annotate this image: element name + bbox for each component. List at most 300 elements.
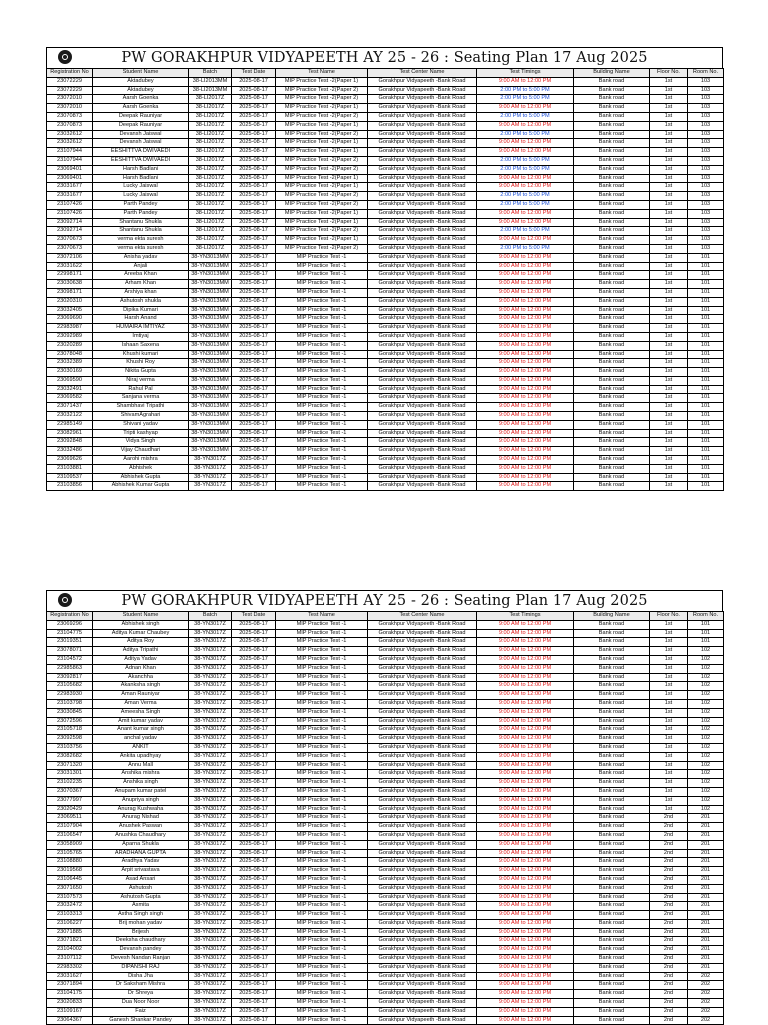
building-name: Bank road (574, 315, 650, 324)
registration-no: 23103313 (47, 911, 93, 920)
registration-no: 23070673 (47, 236, 93, 245)
student-name: ShivamAgrahari (93, 412, 189, 421)
floor-no: 1st (650, 464, 688, 473)
building-name: Bank road (574, 858, 650, 867)
floor-no: 1st (650, 412, 688, 421)
column-header: Student Name (93, 612, 189, 621)
test-timings: 9:00 AM to 12:00 PM (477, 972, 574, 981)
test-date: 2025-08-17 (232, 288, 276, 297)
registration-no: 23107944 (47, 156, 93, 165)
student-name: Dr Saksham Mishra (93, 981, 189, 990)
test-center-name: Gorakhpur Vidyapeeth -Bank Road (368, 770, 477, 779)
student-name: Adnan Khan (93, 664, 189, 673)
student-name: Abhishek Gupta (93, 473, 189, 482)
registration-no: 23020289 (47, 341, 93, 350)
floor-no: 2nd (650, 1007, 688, 1016)
building-name: Bank road (574, 691, 650, 700)
test-center-name: Gorakhpur Vidyapeeth -Bank Road (368, 779, 477, 788)
building-name: Bank road (574, 236, 650, 245)
test-timings: 2:00 PM to 5:00 PM (477, 156, 574, 165)
test-timings: 9:00 AM to 12:00 PM (477, 858, 574, 867)
test-timings: 9:00 AM to 12:00 PM (477, 735, 574, 744)
test-date: 2025-08-17 (232, 385, 276, 394)
batch: 38-YN3013MM (189, 429, 232, 438)
table-row (47, 717, 724, 726)
test-center-name: Gorakhpur Vidyapeeth -Bank Road (368, 981, 477, 990)
building-name: Bank road (574, 209, 650, 218)
table-row (47, 403, 724, 412)
test-name: MIP Practice Test -2(Paper 1) (276, 77, 368, 86)
test-center-name: Gorakhpur Vidyapeeth -Bank Road (368, 638, 477, 647)
table-row (47, 787, 724, 796)
table-row (47, 121, 724, 130)
test-center-name: Gorakhpur Vidyapeeth -Bank Road (368, 473, 477, 482)
student-name: Ankita upadhyay (93, 752, 189, 761)
test-date: 2025-08-17 (232, 884, 276, 893)
student-name: Annu Mall (93, 761, 189, 770)
building-name: Bank road (574, 192, 650, 201)
floor-no: 2nd (650, 946, 688, 955)
room-no: 201 (688, 902, 724, 911)
test-center-name: Gorakhpur Vidyapeeth -Bank Road (368, 673, 477, 682)
building-name: Bank road (574, 438, 650, 447)
table-row (47, 385, 724, 394)
building-name: Bank road (574, 972, 650, 981)
room-no: 101 (688, 412, 724, 421)
student-name: Aarohi mishra (93, 456, 189, 465)
test-center-name: Gorakhpur Vidyapeeth -Bank Road (368, 682, 477, 691)
test-date: 2025-08-17 (232, 937, 276, 946)
floor-no: 1st (650, 209, 688, 218)
floor-no: 1st (650, 482, 688, 491)
batch: 38-YN3013MM (189, 315, 232, 324)
table-row (47, 884, 724, 893)
test-date: 2025-08-17 (232, 911, 276, 920)
test-date: 2025-08-17 (232, 148, 276, 157)
student-name: Arshiya khan (93, 288, 189, 297)
student-name: Aktadubey (93, 86, 189, 95)
building-name: Bank road (574, 761, 650, 770)
building-name: Bank road (574, 946, 650, 955)
test-timings: 9:00 AM to 12:00 PM (477, 174, 574, 183)
registration-no: 23071320 (47, 761, 93, 770)
batch: 38-YN3013MM (189, 368, 232, 377)
student-name: Imtiyaj (93, 332, 189, 341)
registration-no: 23092848 (47, 438, 93, 447)
floor-no: 2nd (650, 823, 688, 832)
test-date: 2025-08-17 (232, 183, 276, 192)
floor-no: 1st (650, 148, 688, 157)
test-timings: 9:00 AM to 12:00 PM (477, 262, 574, 271)
student-name: Faiz (93, 1007, 189, 1016)
test-timings: 9:00 AM to 12:00 PM (477, 1016, 574, 1025)
test-name: MIP Practice Test -1 (276, 981, 368, 990)
room-no: 103 (688, 236, 724, 245)
test-name: MIP Practice Test -1 (276, 761, 368, 770)
building-name: Bank road (574, 875, 650, 884)
floor-no: 1st (650, 691, 688, 700)
building-name: Bank road (574, 726, 650, 735)
batch: 38-YN3013MM (189, 394, 232, 403)
floor-no: 1st (650, 104, 688, 113)
table-row (47, 999, 724, 1008)
student-name: Devansh pandey (93, 946, 189, 955)
test-timings: 9:00 AM to 12:00 PM (477, 209, 574, 218)
room-no: 101 (688, 482, 724, 491)
table-row (47, 814, 724, 823)
room-no: 102 (688, 743, 724, 752)
floor-no: 2nd (650, 875, 688, 884)
column-header: Student Name (93, 69, 189, 78)
test-center-name: Gorakhpur Vidyapeeth -Bank Road (368, 174, 477, 183)
batch: 38-YN3017Z (189, 990, 232, 999)
batch: 38-YN3017Z (189, 858, 232, 867)
test-timings: 9:00 AM to 12:00 PM (477, 482, 574, 491)
building-name: Bank road (574, 227, 650, 236)
test-name: MIP Practice Test -1 (276, 990, 368, 999)
room-no: 101 (688, 473, 724, 482)
test-timings: 9:00 AM to 12:00 PM (477, 438, 574, 447)
test-center-name: Gorakhpur Vidyapeeth -Bank Road (368, 341, 477, 350)
test-date: 2025-08-17 (232, 726, 276, 735)
table-row (47, 315, 724, 324)
test-center-name: Gorakhpur Vidyapeeth -Bank Road (368, 376, 477, 385)
test-timings: 9:00 AM to 12:00 PM (477, 752, 574, 761)
building-name: Bank road (574, 288, 650, 297)
registration-no: 23092714 (47, 218, 93, 227)
student-name: Vidya Singh (93, 438, 189, 447)
column-header: Floor No. (650, 69, 688, 78)
test-timings: 9:00 AM to 12:00 PM (477, 456, 574, 465)
building-name: Bank road (574, 990, 650, 999)
batch: 38-YN3017Z (189, 814, 232, 823)
table-row (47, 946, 724, 955)
room-no: 101 (688, 464, 724, 473)
student-name: Anushek Paswan (93, 823, 189, 832)
student-name: Anant kumar singh (93, 726, 189, 735)
floor-no: 2nd (650, 840, 688, 849)
test-date: 2025-08-17 (232, 1007, 276, 1016)
building-name: Bank road (574, 911, 650, 920)
batch: 38-YN3017Z (189, 708, 232, 717)
floor-no: 1st (650, 682, 688, 691)
test-name: MIP Practice Test -2(Paper 1) (276, 139, 368, 148)
test-date: 2025-08-17 (232, 482, 276, 491)
room-no: 102 (688, 787, 724, 796)
test-date: 2025-08-17 (232, 200, 276, 209)
test-center-name: Gorakhpur Vidyapeeth -Bank Road (368, 368, 477, 377)
test-name: MIP Practice Test -2(Paper 2) (276, 86, 368, 95)
table-row (47, 359, 724, 368)
test-timings: 9:00 AM to 12:00 PM (477, 420, 574, 429)
test-center-name: Gorakhpur Vidyapeeth -Bank Road (368, 280, 477, 289)
batch: 38-YN3017Z (189, 699, 232, 708)
student-name: Ishaan Saxena (93, 341, 189, 350)
test-timings: 9:00 AM to 12:00 PM (477, 937, 574, 946)
test-date: 2025-08-17 (232, 743, 276, 752)
test-name: MIP Practice Test -1 (276, 770, 368, 779)
building-name: Bank road (574, 420, 650, 429)
test-center-name: Gorakhpur Vidyapeeth -Bank Road (368, 735, 477, 744)
test-date: 2025-08-17 (232, 244, 276, 253)
table-row (47, 673, 724, 682)
room-no: 102 (688, 796, 724, 805)
table-row (47, 464, 724, 473)
batch: 38-YN3017Z (189, 831, 232, 840)
student-name: Aditya Kumar Chaubey (93, 629, 189, 638)
batch: 38-LI2017Z (189, 218, 232, 227)
room-no: 102 (688, 699, 724, 708)
test-center-name: Gorakhpur Vidyapeeth -Bank Road (368, 244, 477, 253)
batch: 38-YN3017Z (189, 726, 232, 735)
building-name: Bank road (574, 112, 650, 121)
test-center-name: Gorakhpur Vidyapeeth -Bank Road (368, 919, 477, 928)
table-row (47, 955, 724, 964)
test-timings: 9:00 AM to 12:00 PM (477, 875, 574, 884)
test-timings: 9:00 AM to 12:00 PM (477, 673, 574, 682)
test-center-name: Gorakhpur Vidyapeeth -Bank Road (368, 456, 477, 465)
student-name: Anurag Nishad (93, 814, 189, 823)
floor-no: 2nd (650, 972, 688, 981)
batch: 38-YN3017Z (189, 770, 232, 779)
test-date: 2025-08-17 (232, 209, 276, 218)
building-name: Bank road (574, 805, 650, 814)
floor-no: 1st (650, 341, 688, 350)
table-row (47, 647, 724, 656)
registration-no: 23030845 (47, 708, 93, 717)
test-name: MIP Practice Test -1 (276, 867, 368, 876)
building-name: Bank road (574, 664, 650, 673)
seating-plan-page-2 (46, 590, 723, 1024)
test-timings: 9:00 AM to 12:00 PM (477, 726, 574, 735)
column-header: Room No. (688, 69, 724, 78)
test-timings: 9:00 AM to 12:00 PM (477, 394, 574, 403)
building-name: Bank road (574, 999, 650, 1008)
test-center-name: Gorakhpur Vidyapeeth -Bank Road (368, 420, 477, 429)
table-row (47, 429, 724, 438)
building-name: Bank road (574, 655, 650, 664)
batch: 38-LI2017Z (189, 95, 232, 104)
test-timings: 9:00 AM to 12:00 PM (477, 963, 574, 972)
table-row (47, 682, 724, 691)
table-row (47, 990, 724, 999)
floor-no: 1st (650, 262, 688, 271)
registration-no: 23032612 (47, 139, 93, 148)
room-no: 101 (688, 447, 724, 456)
table-row (47, 288, 724, 297)
test-name: MIP Practice Test -1 (276, 946, 368, 955)
building-name: Bank road (574, 174, 650, 183)
registration-no: 23105718 (47, 726, 93, 735)
test-center-name: Gorakhpur Vidyapeeth -Bank Road (368, 394, 477, 403)
building-name: Bank road (574, 682, 650, 691)
student-name: Amit kumar yadav (93, 717, 189, 726)
student-name: Dua Noor Noor (93, 999, 189, 1008)
test-name: MIP Practice Test -1 (276, 647, 368, 656)
test-name: MIP Practice Test -1 (276, 805, 368, 814)
registration-no: 23072229 (47, 86, 93, 95)
floor-no: 1st (650, 112, 688, 121)
test-timings: 9:00 AM to 12:00 PM (477, 280, 574, 289)
building-name: Bank road (574, 708, 650, 717)
floor-no: 1st (650, 473, 688, 482)
registration-no: 22985149 (47, 420, 93, 429)
column-header: Test Timings (477, 612, 574, 621)
registration-no: 23103856 (47, 482, 93, 491)
building-name: Bank road (574, 814, 650, 823)
building-name: Bank road (574, 928, 650, 937)
room-no: 102 (688, 805, 724, 814)
registration-no: 23031301 (47, 770, 93, 779)
floor-no: 1st (650, 620, 688, 629)
test-name: MIP Practice Test -1 (276, 403, 368, 412)
floor-no: 1st (650, 629, 688, 638)
floor-no: 1st (650, 403, 688, 412)
test-name: MIP Practice Test -1 (276, 708, 368, 717)
test-date: 2025-08-17 (232, 735, 276, 744)
batch: 38-YN3013MM (189, 447, 232, 456)
floor-no: 2nd (650, 814, 688, 823)
test-timings: 2:00 PM to 5:00 PM (477, 244, 574, 253)
table-row (47, 691, 724, 700)
test-center-name: Gorakhpur Vidyapeeth -Bank Road (368, 1016, 477, 1025)
test-center-name: Gorakhpur Vidyapeeth -Bank Road (368, 297, 477, 306)
room-no: 201 (688, 884, 724, 893)
test-name: MIP Practice Test -2(Paper 2) (276, 130, 368, 139)
test-center-name: Gorakhpur Vidyapeeth -Bank Road (368, 130, 477, 139)
floor-no: 1st (650, 86, 688, 95)
test-date: 2025-08-17 (232, 840, 276, 849)
student-name: anchal yadav (93, 735, 189, 744)
registration-no: 23032389 (47, 359, 93, 368)
registration-no: 23109537 (47, 473, 93, 482)
room-no: 202 (688, 990, 724, 999)
registration-no: 23032491 (47, 385, 93, 394)
floor-no: 1st (650, 77, 688, 86)
building-name: Bank road (574, 403, 650, 412)
registration-no: 23092598 (47, 735, 93, 744)
batch: 38-LI2017Z (189, 236, 232, 245)
test-center-name: Gorakhpur Vidyapeeth -Bank Road (368, 165, 477, 174)
batch: 38-YN3013MM (189, 341, 232, 350)
registration-no: 23031627 (47, 972, 93, 981)
building-name: Bank road (574, 884, 650, 893)
batch: 38-YN3017Z (189, 928, 232, 937)
room-no: 103 (688, 209, 724, 218)
seating-table (46, 68, 724, 491)
registration-no: 23107573 (47, 893, 93, 902)
test-name: MIP Practice Test -2(Paper 2) (276, 165, 368, 174)
test-date: 2025-08-17 (232, 262, 276, 271)
test-name: MIP Practice Test -1 (276, 937, 368, 946)
test-timings: 9:00 AM to 12:00 PM (477, 990, 574, 999)
student-name: Deepak Rauniyar (93, 121, 189, 130)
building-name: Bank road (574, 620, 650, 629)
registration-no: 23082682 (47, 752, 93, 761)
test-name: MIP Practice Test -1 (276, 858, 368, 867)
test-center-name: Gorakhpur Vidyapeeth -Bank Road (368, 761, 477, 770)
student-name: Aman Verma (93, 699, 189, 708)
registration-no: 23092817 (47, 673, 93, 682)
room-no: 201 (688, 858, 724, 867)
test-name: MIP Practice Test -1 (276, 779, 368, 788)
room-no: 102 (688, 735, 724, 744)
test-date: 2025-08-17 (232, 473, 276, 482)
test-date: 2025-08-17 (232, 104, 276, 113)
building-name: Bank road (574, 218, 650, 227)
test-name: MIP Practice Test -1 (276, 963, 368, 972)
test-name: MIP Practice Test -1 (276, 735, 368, 744)
student-name: Arpit srivastava (93, 867, 189, 876)
table-row (47, 770, 724, 779)
student-name: Asmita (93, 902, 189, 911)
test-name: MIP Practice Test -2(Paper 1) (276, 209, 368, 218)
student-name: Astha Singh singh (93, 911, 189, 920)
test-timings: 9:00 AM to 12:00 PM (477, 359, 574, 368)
student-name: Areeba Khan (93, 271, 189, 280)
column-header: Test Date (232, 69, 276, 78)
student-name: verma ekta suresh (93, 244, 189, 253)
building-name: Bank road (574, 148, 650, 157)
test-name: MIP Practice Test -1 (276, 682, 368, 691)
room-no: 101 (688, 429, 724, 438)
student-name: Shantanu Shukla (93, 227, 189, 236)
floor-no: 1st (650, 647, 688, 656)
room-no: 201 (688, 963, 724, 972)
building-name: Bank road (574, 297, 650, 306)
room-no: 201 (688, 867, 724, 876)
test-center-name: Gorakhpur Vidyapeeth -Bank Road (368, 990, 477, 999)
test-center-name: Gorakhpur Vidyapeeth -Bank Road (368, 884, 477, 893)
test-center-name: Gorakhpur Vidyapeeth -Bank Road (368, 814, 477, 823)
registration-no: 23105765 (47, 849, 93, 858)
test-timings: 9:00 AM to 12:00 PM (477, 253, 574, 262)
building-name: Bank road (574, 86, 650, 95)
registration-no: 23082961 (47, 429, 93, 438)
room-no: 102 (688, 726, 724, 735)
table-row (47, 743, 724, 752)
registration-no: 23072010 (47, 104, 93, 113)
room-no: 101 (688, 629, 724, 638)
test-center-name: Gorakhpur Vidyapeeth -Bank Road (368, 840, 477, 849)
test-center-name: Gorakhpur Vidyapeeth -Bank Road (368, 464, 477, 473)
room-no: 102 (688, 673, 724, 682)
room-no: 201 (688, 955, 724, 964)
student-name: Anjali (93, 262, 189, 271)
registration-no: 23070873 (47, 121, 93, 130)
test-date: 2025-08-17 (232, 156, 276, 165)
test-center-name: Gorakhpur Vidyapeeth -Bank Road (368, 218, 477, 227)
building-name: Bank road (574, 139, 650, 148)
registration-no: 23107426 (47, 200, 93, 209)
table-row (47, 368, 724, 377)
test-timings: 2:00 PM to 5:00 PM (477, 192, 574, 201)
table-row (47, 174, 724, 183)
test-timings: 9:00 AM to 12:00 PM (477, 288, 574, 297)
floor-no: 1st (650, 315, 688, 324)
table-row (47, 77, 724, 86)
test-timings: 2:00 PM to 5:00 PM (477, 130, 574, 139)
test-date: 2025-08-17 (232, 779, 276, 788)
building-name: Bank road (574, 121, 650, 130)
test-name: MIP Practice Test -1 (276, 368, 368, 377)
test-name: MIP Practice Test -1 (276, 253, 368, 262)
room-no: 103 (688, 218, 724, 227)
column-header: Floor No. (650, 612, 688, 621)
test-date: 2025-08-17 (232, 420, 276, 429)
student-name: Dipika Kumari (93, 306, 189, 315)
registration-no: 23078071 (47, 647, 93, 656)
